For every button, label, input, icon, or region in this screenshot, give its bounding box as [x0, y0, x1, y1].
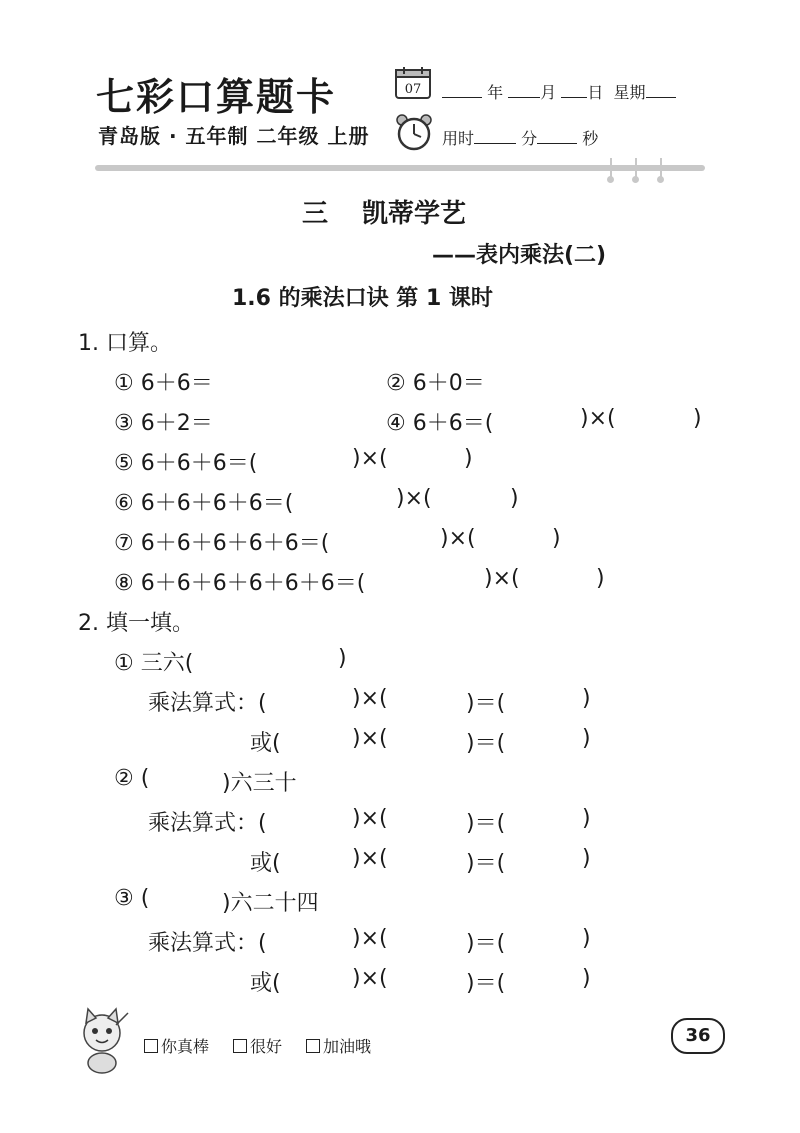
time-used-label: 用时 — [442, 129, 475, 148]
q1-answer-slot[interactable]: ) — [693, 406, 702, 431]
header-divider — [95, 165, 705, 171]
q2-answer-slot[interactable]: )×( — [352, 966, 388, 991]
q2-rhyme: ① 三六( — [114, 651, 194, 676]
month-blank[interactable] — [508, 83, 540, 98]
q2-multiplication-label: 乘法算式：( — [148, 691, 267, 716]
minute-label: 分 — [521, 129, 538, 148]
q2-answer-slot[interactable]: )＝( — [466, 971, 506, 996]
q2-rhyme-slot[interactable]: ) — [338, 646, 347, 671]
checkbox-icon[interactable] — [144, 1039, 158, 1053]
q1-answer-slot[interactable]: ) — [464, 446, 473, 471]
q2-answer-slot[interactable]: )×( — [352, 686, 388, 711]
q1-item: ② 6＋0＝ — [386, 371, 485, 396]
q2-rhyme-slot[interactable]: )六三十 — [222, 771, 297, 796]
q1-item: ⑤ 6＋6＋6＝( — [114, 451, 258, 476]
month-label: 月 — [540, 83, 557, 102]
q2-or-label: 或( — [250, 851, 281, 876]
q2-or-label: 或( — [250, 731, 281, 756]
weekday-blank[interactable] — [646, 83, 676, 98]
checkbox-icon[interactable] — [306, 1039, 320, 1053]
unit-subtitle: ——表内乘法(二) — [432, 243, 607, 268]
q2-answer-slot[interactable]: ) — [582, 966, 591, 991]
q2-rhyme: ② ( — [114, 766, 150, 791]
date-fields — [442, 80, 676, 103]
weekday-label: 星期 — [613, 83, 646, 102]
q1-item: ⑦ 6＋6＋6＋6＋6＝( — [114, 531, 330, 556]
q2-answer-slot[interactable]: ) — [582, 926, 591, 951]
divider-bead — [607, 176, 614, 183]
q1-answer-slot[interactable]: )×( — [484, 566, 520, 591]
q2-rhyme-slot[interactable]: )六二十四 — [222, 891, 319, 916]
rating-option[interactable]: 你真棒 — [144, 1034, 209, 1057]
q1-heading: 1. 口算。 — [78, 331, 172, 356]
calendar-icon — [394, 66, 432, 100]
divider-bead — [657, 176, 664, 183]
q2-answer-slot[interactable]: )＝( — [466, 931, 506, 956]
q2-answer-slot[interactable]: )×( — [352, 726, 388, 751]
q2-answer-slot[interactable]: ) — [582, 806, 591, 831]
q2-answer-slot[interactable]: )×( — [352, 846, 388, 871]
edition-label: 青岛版 · 五年制 二年级 上册 — [98, 124, 370, 148]
q1-answer-slot[interactable]: ) — [510, 486, 519, 511]
q1-item: ④ 6＋6＝( — [386, 411, 494, 436]
q1-item: ③ 6＋2＝ — [114, 411, 213, 436]
q2-answer-slot[interactable]: )＝( — [466, 731, 506, 756]
lesson-title: 1.6 的乘法口诀 第 1 课时 — [232, 286, 493, 311]
q2-heading: 2. 填一填。 — [78, 611, 194, 636]
brand-title: 七彩口算题卡 — [96, 75, 337, 119]
calendar-day: 07 — [404, 82, 422, 97]
unit-title — [302, 193, 466, 230]
second-blank[interactable] — [537, 129, 577, 144]
q2-answer-slot[interactable]: ) — [582, 846, 591, 871]
q1-item: ⑧ 6＋6＋6＋6＋6＋6＝( — [114, 571, 366, 596]
rating-option[interactable]: 很好 — [233, 1034, 282, 1057]
q1-item: ① 6＋6＝ — [114, 371, 213, 396]
q2-rhyme: ③ ( — [114, 886, 150, 911]
q2-answer-slot[interactable]: ) — [582, 686, 591, 711]
unit-number: 三 — [302, 199, 329, 229]
time-used-fields — [442, 126, 598, 149]
q1-item: ⑥ 6＋6＋6＋6＝( — [114, 491, 294, 516]
checkbox-icon[interactable] — [233, 1039, 247, 1053]
q2-answer-slot[interactable]: )＝( — [466, 691, 506, 716]
q2-multiplication-label: 乘法算式：( — [148, 931, 267, 956]
q2-answer-slot[interactable]: )×( — [352, 806, 388, 831]
day-blank[interactable] — [561, 83, 587, 98]
alarm-clock-icon — [394, 112, 434, 152]
year-label: 年 — [487, 83, 504, 102]
day-label: 日 — [587, 83, 604, 102]
q2-answer-slot[interactable]: )＝( — [466, 811, 506, 836]
q1-answer-slot[interactable]: )×( — [580, 406, 616, 431]
q1-answer-slot[interactable]: ) — [596, 566, 605, 591]
second-label: 秒 — [582, 129, 599, 148]
rating-option[interactable]: 加油哦 — [306, 1034, 371, 1057]
q1-answer-slot[interactable]: ) — [552, 526, 561, 551]
q2-or-label: 或( — [250, 971, 281, 996]
q2-answer-slot[interactable]: ) — [582, 726, 591, 751]
q2-answer-slot[interactable]: )×( — [352, 926, 388, 951]
q1-answer-slot[interactable]: )×( — [352, 446, 388, 471]
q1-answer-slot[interactable]: )×( — [396, 486, 432, 511]
q1-answer-slot[interactable]: )×( — [440, 526, 476, 551]
q2-multiplication-label: 乘法算式：( — [148, 811, 267, 836]
q2-answer-slot[interactable]: )＝( — [466, 851, 506, 876]
page-number: 36 — [671, 1018, 725, 1054]
divider-bead — [632, 176, 639, 183]
cat-mascot-icon — [72, 1005, 132, 1075]
minute-blank[interactable] — [474, 129, 516, 144]
unit-name: 凯蒂学艺 — [362, 199, 467, 229]
year-blank[interactable] — [442, 83, 482, 98]
